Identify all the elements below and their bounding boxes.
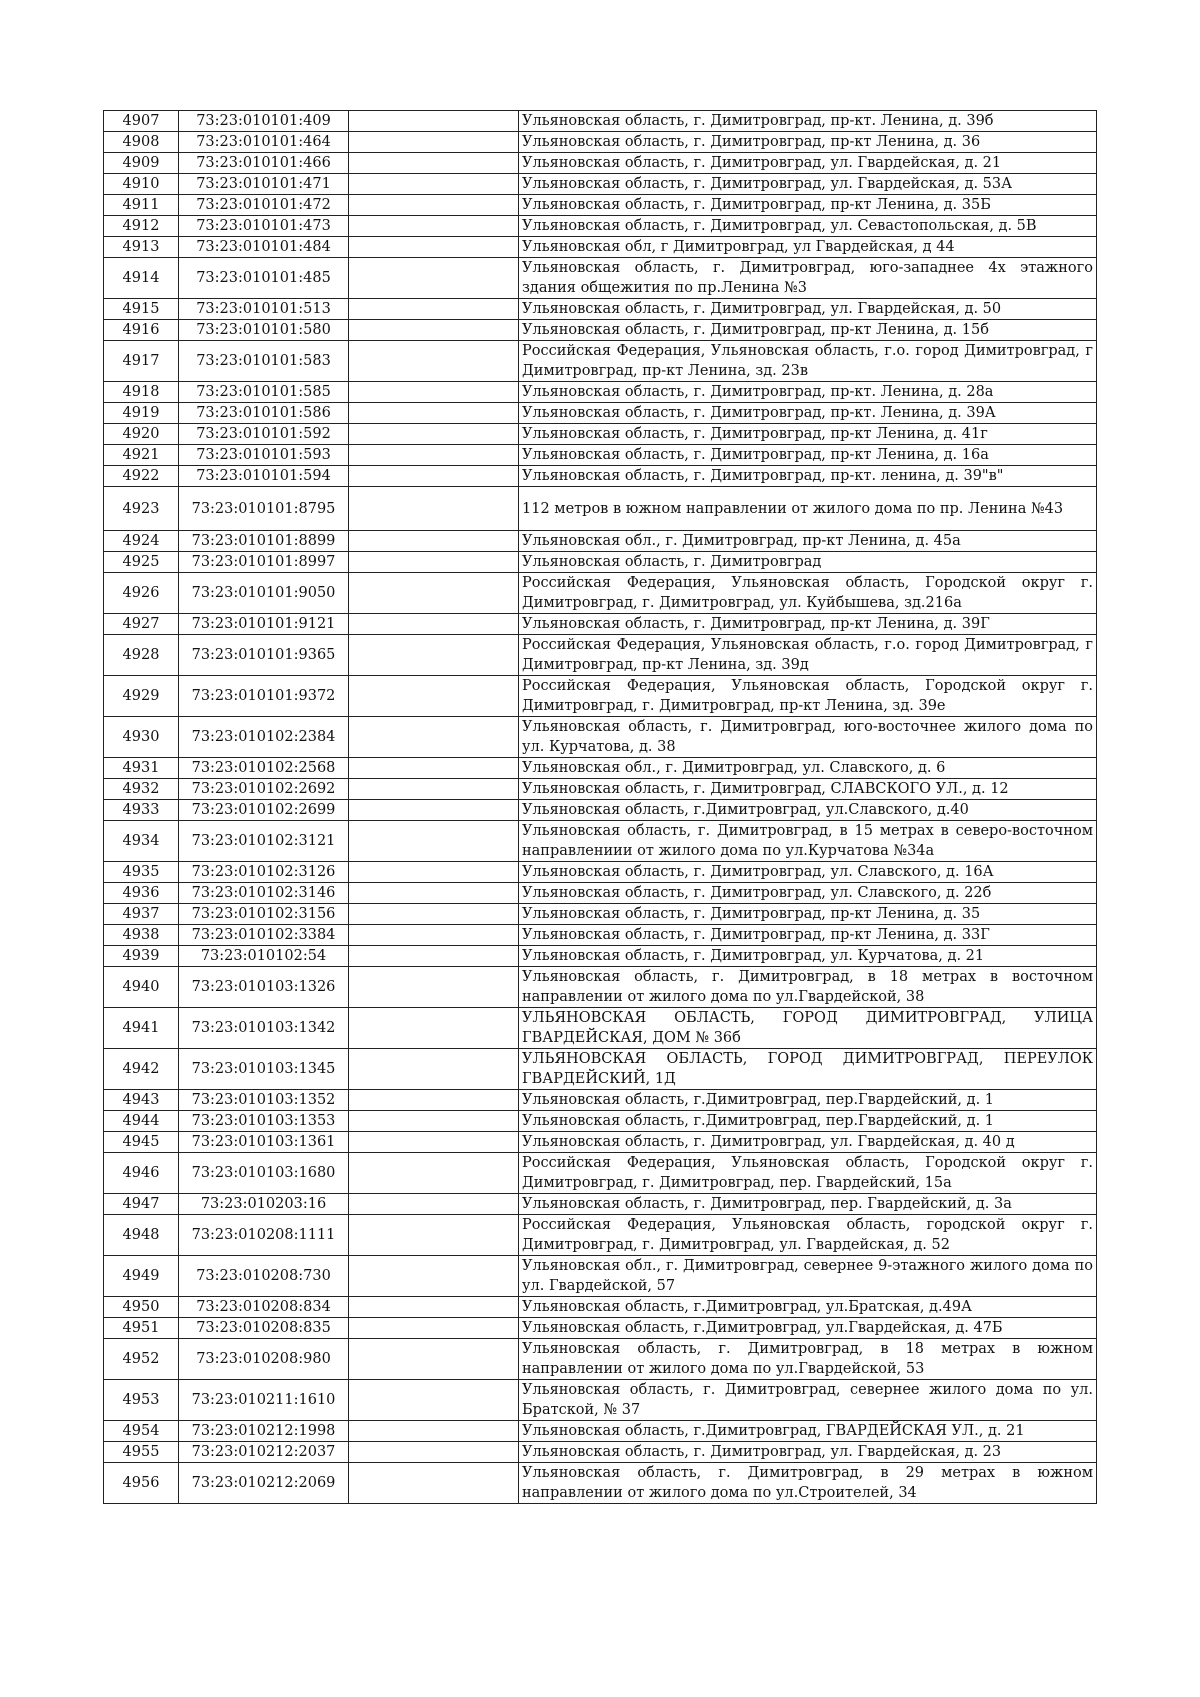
cadastral-number-cell: 73:23:010211:1610 [179, 1380, 349, 1421]
empty-cell [349, 111, 519, 132]
table-row [104, 382, 1097, 403]
table-row [104, 258, 1097, 299]
row-number-cell: 4954 [104, 1421, 179, 1442]
row-number-cell: 4922 [104, 466, 179, 487]
table-row [104, 531, 1097, 552]
cadastral-number-cell: 73:23:010101:485 [179, 258, 349, 299]
address-cell: Ульяновская область, г. Димитровград, пр-кт Ленина, д. 39Г [519, 614, 1097, 635]
address-cell: Ульяновская область, г. Димитровград, пр-кт. Ленина, д. 28а [519, 382, 1097, 403]
row-number-cell: 4914 [104, 258, 179, 299]
row-number-cell: 4907 [104, 111, 179, 132]
address-cell: 112 метров в южном направлении от жилого дома по пр. Ленина №43 [519, 487, 1097, 531]
empty-cell [349, 635, 519, 676]
empty-cell [349, 1421, 519, 1442]
row-number-cell: 4933 [104, 800, 179, 821]
empty-cell [349, 1194, 519, 1215]
address-cell: Ульяновская область, г. Димитровград, ул. Гвардейская, д. 53А [519, 174, 1097, 195]
cadastral-number-cell: 73:23:010102:54 [179, 946, 349, 967]
empty-cell [349, 1380, 519, 1421]
table-row [104, 299, 1097, 320]
row-number-cell: 4950 [104, 1297, 179, 1318]
address-cell: Ульяновская область, г. Димитровград, ул. Гвардейская, д. 50 [519, 299, 1097, 320]
cadastral-number-cell: 73:23:010101:9121 [179, 614, 349, 635]
empty-cell [349, 195, 519, 216]
table-row [104, 946, 1097, 967]
row-number-cell: 4955 [104, 1442, 179, 1463]
cadastral-number-cell: 73:23:010208:834 [179, 1297, 349, 1318]
table-row [104, 821, 1097, 862]
row-number-cell: 4938 [104, 925, 179, 946]
row-number-cell: 4910 [104, 174, 179, 195]
row-number-cell: 4928 [104, 635, 179, 676]
cadastral-number-cell: 73:23:010102:3146 [179, 883, 349, 904]
address-cell: Ульяновская область, г. Димитровград, в 29 метрах в южном направлении от жилого дома по ул.Строителей, 34 [519, 1463, 1097, 1504]
address-cell: Ульяновская область, г. Димитровград, пр-кт Ленина, д. 36 [519, 132, 1097, 153]
row-number-cell: 4920 [104, 424, 179, 445]
table-row [104, 445, 1097, 466]
empty-cell [349, 552, 519, 573]
address-cell: УЛЬЯНОВСКАЯ ОБЛАСТЬ, ГОРОД ДИМИТРОВГРАД, ПЕРЕУЛОК ГВАРДЕЙСКИЙ, 1Д [519, 1049, 1097, 1090]
row-number-cell: 4936 [104, 883, 179, 904]
address-cell: Ульяновская область, г. Димитровград, севернее жилого дома по ул. Братской, № 37 [519, 1380, 1097, 1421]
address-cell: Ульяновская область, г. Димитровград, пр-кт Ленина, д. 41г [519, 424, 1097, 445]
table-row [104, 1194, 1097, 1215]
empty-cell [349, 299, 519, 320]
address-cell: Российская Федерация, Ульяновская область, Городской округ г. Димитровград, г. Димитровград, пр-кт Ленина, зд. 39е [519, 676, 1097, 717]
empty-cell [349, 174, 519, 195]
cadastral-number-cell: 73:23:010103:1353 [179, 1111, 349, 1132]
row-number-cell: 4956 [104, 1463, 179, 1504]
row-number-cell: 4930 [104, 717, 179, 758]
empty-cell [349, 1090, 519, 1111]
address-cell: Ульяновская область, г. Димитровград, пер. Гвардейский, д. 3а [519, 1194, 1097, 1215]
table-row [104, 216, 1097, 237]
table-row [104, 614, 1097, 635]
cadastral-number-cell: 73:23:010101:8795 [179, 487, 349, 531]
empty-cell [349, 1111, 519, 1132]
table-row [104, 904, 1097, 925]
row-number-cell: 4952 [104, 1339, 179, 1380]
row-number-cell: 4948 [104, 1215, 179, 1256]
table-row [104, 132, 1097, 153]
address-cell: Ульяновская область, г. Димитровград, ул. Гвардейская, д. 21 [519, 153, 1097, 174]
cadastral-number-cell: 73:23:010101:484 [179, 237, 349, 258]
table-row [104, 1090, 1097, 1111]
empty-cell [349, 676, 519, 717]
address-cell: Ульяновская область, г. Димитровград, в 18 метрах в восточном направлении от жилого дома по ул.Гвардейской, 38 [519, 967, 1097, 1008]
cadastral-number-cell: 73:23:010101:586 [179, 403, 349, 424]
empty-cell [349, 925, 519, 946]
cadastral-number-cell: 73:23:010103:1680 [179, 1153, 349, 1194]
cadastral-number-cell: 73:23:010103:1326 [179, 967, 349, 1008]
address-cell: УЛЬЯНОВСКАЯ ОБЛАСТЬ, ГОРОД ДИМИТРОВГРАД, УЛИЦА ГВАРДЕЙСКАЯ, ДОМ № 36б [519, 1008, 1097, 1049]
table-row [104, 424, 1097, 445]
cadastral-number-cell: 73:23:010101:580 [179, 320, 349, 341]
row-number-cell: 4947 [104, 1194, 179, 1215]
table-row [104, 237, 1097, 258]
table-row [104, 635, 1097, 676]
address-cell: Ульяновская область, г.Димитровград, ул.Гвардейская, д. 47Б [519, 1318, 1097, 1339]
row-number-cell: 4949 [104, 1256, 179, 1297]
empty-cell [349, 320, 519, 341]
empty-cell [349, 1339, 519, 1380]
address-cell: Российская Федерация, Ульяновская область, г.о. город Димитровград, г Димитровград, пр-кт Ленина, зд. 23в [519, 341, 1097, 382]
empty-cell [349, 487, 519, 531]
row-number-cell: 4951 [104, 1318, 179, 1339]
row-number-cell: 4935 [104, 862, 179, 883]
row-number-cell: 4927 [104, 614, 179, 635]
empty-cell [349, 1008, 519, 1049]
table-row [104, 573, 1097, 614]
cadastral-number-cell: 73:23:010101:593 [179, 445, 349, 466]
row-number-cell: 4911 [104, 195, 179, 216]
cadastral-number-cell: 73:23:010101:9365 [179, 635, 349, 676]
table-row [104, 1256, 1097, 1297]
empty-cell [349, 779, 519, 800]
address-cell: Ульяновская обл., г. Димитровград, пр-кт Ленина, д. 45а [519, 531, 1097, 552]
empty-cell [349, 946, 519, 967]
row-number-cell: 4937 [104, 904, 179, 925]
address-cell: Ульяновская область, г. Димитровград, ул. Гвардейская, д. 40 д [519, 1132, 1097, 1153]
table-row [104, 967, 1097, 1008]
cadastral-number-cell: 73:23:010103:1352 [179, 1090, 349, 1111]
row-number-cell: 4944 [104, 1111, 179, 1132]
cadastral-number-cell: 73:23:010208:980 [179, 1339, 349, 1380]
cadastral-number-cell: 73:23:010102:3121 [179, 821, 349, 862]
row-number-cell: 4946 [104, 1153, 179, 1194]
table-row [104, 1421, 1097, 1442]
row-number-cell: 4917 [104, 341, 179, 382]
cadastral-number-cell: 73:23:010203:16 [179, 1194, 349, 1215]
table-row [104, 466, 1097, 487]
cadastral-number-cell: 73:23:010101:9050 [179, 573, 349, 614]
table-row [104, 925, 1097, 946]
cadastral-number-cell: 73:23:010101:464 [179, 132, 349, 153]
empty-cell [349, 904, 519, 925]
empty-cell [349, 717, 519, 758]
row-number-cell: 4916 [104, 320, 179, 341]
cadastral-number-cell: 73:23:010103:1361 [179, 1132, 349, 1153]
empty-cell [349, 573, 519, 614]
empty-cell [349, 341, 519, 382]
empty-cell [349, 1442, 519, 1463]
table-row [104, 1215, 1097, 1256]
address-cell: Ульяновская область, г.Димитровград, ГВАРДЕЙСКАЯ УЛ., д. 21 [519, 1421, 1097, 1442]
cadastral-number-cell: 73:23:010208:730 [179, 1256, 349, 1297]
empty-cell [349, 382, 519, 403]
row-number-cell: 4934 [104, 821, 179, 862]
cadastral-number-cell: 73:23:010212:2037 [179, 1442, 349, 1463]
cadastral-number-cell: 73:23:010101:9372 [179, 676, 349, 717]
empty-cell [349, 153, 519, 174]
address-cell: Ульяновская область, г. Димитровград, в 18 метрах в южном направлении от жилого дома по ул.Гвардейской, 53 [519, 1339, 1097, 1380]
address-cell: Ульяновская область, г. Димитровград, пр-кт. Ленина, д. 39А [519, 403, 1097, 424]
table-row [104, 883, 1097, 904]
empty-cell [349, 132, 519, 153]
empty-cell [349, 258, 519, 299]
empty-cell [349, 758, 519, 779]
row-number-cell: 4939 [104, 946, 179, 967]
address-cell: Ульяновская область, г. Димитровград, в 15 метрах в северо-восточном направлениии от жилого дома по ул.Курчатова №34а [519, 821, 1097, 862]
registry-table-body [104, 111, 1097, 1504]
table-row [104, 487, 1097, 531]
cadastral-number-cell: 73:23:010101:583 [179, 341, 349, 382]
cadastral-number-cell: 73:23:010208:835 [179, 1318, 349, 1339]
row-number-cell: 4943 [104, 1090, 179, 1111]
table-row [104, 1339, 1097, 1380]
empty-cell [349, 237, 519, 258]
table-row [104, 403, 1097, 424]
table-row [104, 1442, 1097, 1463]
registry-table [103, 110, 1097, 1504]
address-cell: Ульяновская область, г. Димитровград, ул. Славского, д. 16А [519, 862, 1097, 883]
empty-cell [349, 1215, 519, 1256]
empty-cell [349, 800, 519, 821]
address-cell: Ульяновская область, г.Димитровград, пер.Гвардейский, д. 1 [519, 1090, 1097, 1111]
table-row [104, 779, 1097, 800]
table-row [104, 1111, 1097, 1132]
row-number-cell: 4908 [104, 132, 179, 153]
table-row [104, 1008, 1097, 1049]
empty-cell [349, 1153, 519, 1194]
table-row [104, 758, 1097, 779]
row-number-cell: 4915 [104, 299, 179, 320]
row-number-cell: 4932 [104, 779, 179, 800]
address-cell: Ульяновская обл, г Димитровград, ул Гвардейская, д 44 [519, 237, 1097, 258]
empty-cell [349, 1318, 519, 1339]
cadastral-number-cell: 73:23:010212:2069 [179, 1463, 349, 1504]
cadastral-number-cell: 73:23:010102:3384 [179, 925, 349, 946]
cadastral-number-cell: 73:23:010101:585 [179, 382, 349, 403]
address-cell: Ульяновская область, г.Димитровград, ул.Славского, д.40 [519, 800, 1097, 821]
address-cell: Ульяновская область, г. Димитровград, пр-кт Ленина, д. 35Б [519, 195, 1097, 216]
table-row [104, 552, 1097, 573]
address-cell: Российская Федерация, Ульяновская область, Городской округ г. Димитровград, г. Димитровград, пер. Гвардейский, 15а [519, 1153, 1097, 1194]
address-cell: Ульяновская область, г. Димитровград, СЛАВСКОГО УЛ., д. 12 [519, 779, 1097, 800]
row-number-cell: 4926 [104, 573, 179, 614]
address-cell: Ульяновская область, г. Димитровград, пр-кт Ленина, д. 35 [519, 904, 1097, 925]
row-number-cell: 4940 [104, 967, 179, 1008]
cadastral-number-cell: 73:23:010101:8997 [179, 552, 349, 573]
address-cell: Ульяновская область, г. Димитровград, пр-кт Ленина, д. 15б [519, 320, 1097, 341]
table-row [104, 111, 1097, 132]
cadastral-number-cell: 73:23:010102:2568 [179, 758, 349, 779]
address-cell: Ульяновская область, г.Димитровград, пер.Гвардейский, д. 1 [519, 1111, 1097, 1132]
empty-cell [349, 403, 519, 424]
row-number-cell: 4919 [104, 403, 179, 424]
empty-cell [349, 1256, 519, 1297]
table-row [104, 862, 1097, 883]
table-row [104, 800, 1097, 821]
empty-cell [349, 967, 519, 1008]
cadastral-number-cell: 73:23:010212:1998 [179, 1421, 349, 1442]
address-cell: Российская Федерация, Ульяновская область, городской округ г. Димитровград, г. Димитровград, ул. Гвардейская, д. 52 [519, 1215, 1097, 1256]
cadastral-number-cell: 73:23:010101:471 [179, 174, 349, 195]
address-cell: Ульяновская область, г. Димитровград, юго-восточнее жилого дома по ул. Курчатова, д. 38 [519, 717, 1097, 758]
address-cell: Ульяновская обл., г. Димитровград, севернее 9-этажного жилого дома по ул. Гвардейской, 57 [519, 1256, 1097, 1297]
cadastral-number-cell: 73:23:010101:473 [179, 216, 349, 237]
cadastral-number-cell: 73:23:010101:409 [179, 111, 349, 132]
cadastral-number-cell: 73:23:010101:592 [179, 424, 349, 445]
table-row [104, 1132, 1097, 1153]
cadastral-number-cell: 73:23:010101:8899 [179, 531, 349, 552]
address-cell: Ульяновская область, г.Димитровград, ул.Братская, д.49А [519, 1297, 1097, 1318]
cadastral-number-cell: 73:23:010102:2384 [179, 717, 349, 758]
table-row [104, 153, 1097, 174]
row-number-cell: 4941 [104, 1008, 179, 1049]
table-row [104, 1049, 1097, 1090]
table-row [104, 320, 1097, 341]
empty-cell [349, 466, 519, 487]
row-number-cell: 4924 [104, 531, 179, 552]
empty-cell [349, 1297, 519, 1318]
empty-cell [349, 424, 519, 445]
row-number-cell: 4925 [104, 552, 179, 573]
row-number-cell: 4913 [104, 237, 179, 258]
row-number-cell: 4909 [104, 153, 179, 174]
empty-cell [349, 531, 519, 552]
cadastral-number-cell: 73:23:010101:472 [179, 195, 349, 216]
row-number-cell: 4929 [104, 676, 179, 717]
address-cell: Российская Федерация, Ульяновская область, г.о. город Димитровград, г Димитровград, пр-кт Ленина, зд. 39д [519, 635, 1097, 676]
address-cell: Ульяновская область, г. Димитровград, пр-кт Ленина, д. 33Г [519, 925, 1097, 946]
address-cell: Ульяновская область, г. Димитровград, пр-кт Ленина, д. 16а [519, 445, 1097, 466]
empty-cell [349, 862, 519, 883]
table-row [104, 174, 1097, 195]
empty-cell [349, 216, 519, 237]
address-cell: Российская Федерация, Ульяновская область, Городской округ г. Димитровград, г. Димитровград, ул. Куйбышева, зд.216а [519, 573, 1097, 614]
address-cell: Ульяновская область, г. Димитровград, пр-кт. Ленина, д. 39б [519, 111, 1097, 132]
cadastral-number-cell: 73:23:010103:1342 [179, 1008, 349, 1049]
cadastral-number-cell: 73:23:010102:3156 [179, 904, 349, 925]
table-row [104, 1318, 1097, 1339]
row-number-cell: 4918 [104, 382, 179, 403]
empty-cell [349, 883, 519, 904]
row-number-cell: 4942 [104, 1049, 179, 1090]
table-row [104, 1297, 1097, 1318]
table-row [104, 1463, 1097, 1504]
address-cell: Ульяновская обл., г. Димитровград, ул. Славского, д. 6 [519, 758, 1097, 779]
row-number-cell: 4923 [104, 487, 179, 531]
cadastral-number-cell: 73:23:010102:3126 [179, 862, 349, 883]
address-cell: Ульяновская область, г. Димитровград, юго-западнее 4х этажного здания общежития по пр.Ленина №3 [519, 258, 1097, 299]
address-cell: Ульяновская область, г. Димитровград, ул. Севастопольская, д. 5В [519, 216, 1097, 237]
address-cell: Ульяновская область, г. Димитровград, ул. Курчатова, д. 21 [519, 946, 1097, 967]
table-row [104, 195, 1097, 216]
cadastral-number-cell: 73:23:010208:1111 [179, 1215, 349, 1256]
row-number-cell: 4953 [104, 1380, 179, 1421]
empty-cell [349, 1049, 519, 1090]
table-row [104, 341, 1097, 382]
row-number-cell: 4912 [104, 216, 179, 237]
row-number-cell: 4945 [104, 1132, 179, 1153]
empty-cell [349, 1463, 519, 1504]
cadastral-number-cell: 73:23:010103:1345 [179, 1049, 349, 1090]
cadastral-number-cell: 73:23:010102:2699 [179, 800, 349, 821]
table-row [104, 676, 1097, 717]
cadastral-number-cell: 73:23:010102:2692 [179, 779, 349, 800]
table-row [104, 1380, 1097, 1421]
empty-cell [349, 1132, 519, 1153]
cadastral-number-cell: 73:23:010101:513 [179, 299, 349, 320]
cadastral-number-cell: 73:23:010101:466 [179, 153, 349, 174]
empty-cell [349, 614, 519, 635]
address-cell: Ульяновская область, г. Димитровград, пр-кт. ленина, д. 39"в" [519, 466, 1097, 487]
cadastral-number-cell: 73:23:010101:594 [179, 466, 349, 487]
row-number-cell: 4931 [104, 758, 179, 779]
address-cell: Ульяновская область, г. Димитровград [519, 552, 1097, 573]
address-cell: Ульяновская область, г. Димитровград, ул. Славского, д. 22б [519, 883, 1097, 904]
address-cell: Ульяновская область, г. Димитровград, ул. Гвардейская, д. 23 [519, 1442, 1097, 1463]
table-row [104, 717, 1097, 758]
table-row [104, 1153, 1097, 1194]
empty-cell [349, 445, 519, 466]
empty-cell [349, 821, 519, 862]
row-number-cell: 4921 [104, 445, 179, 466]
